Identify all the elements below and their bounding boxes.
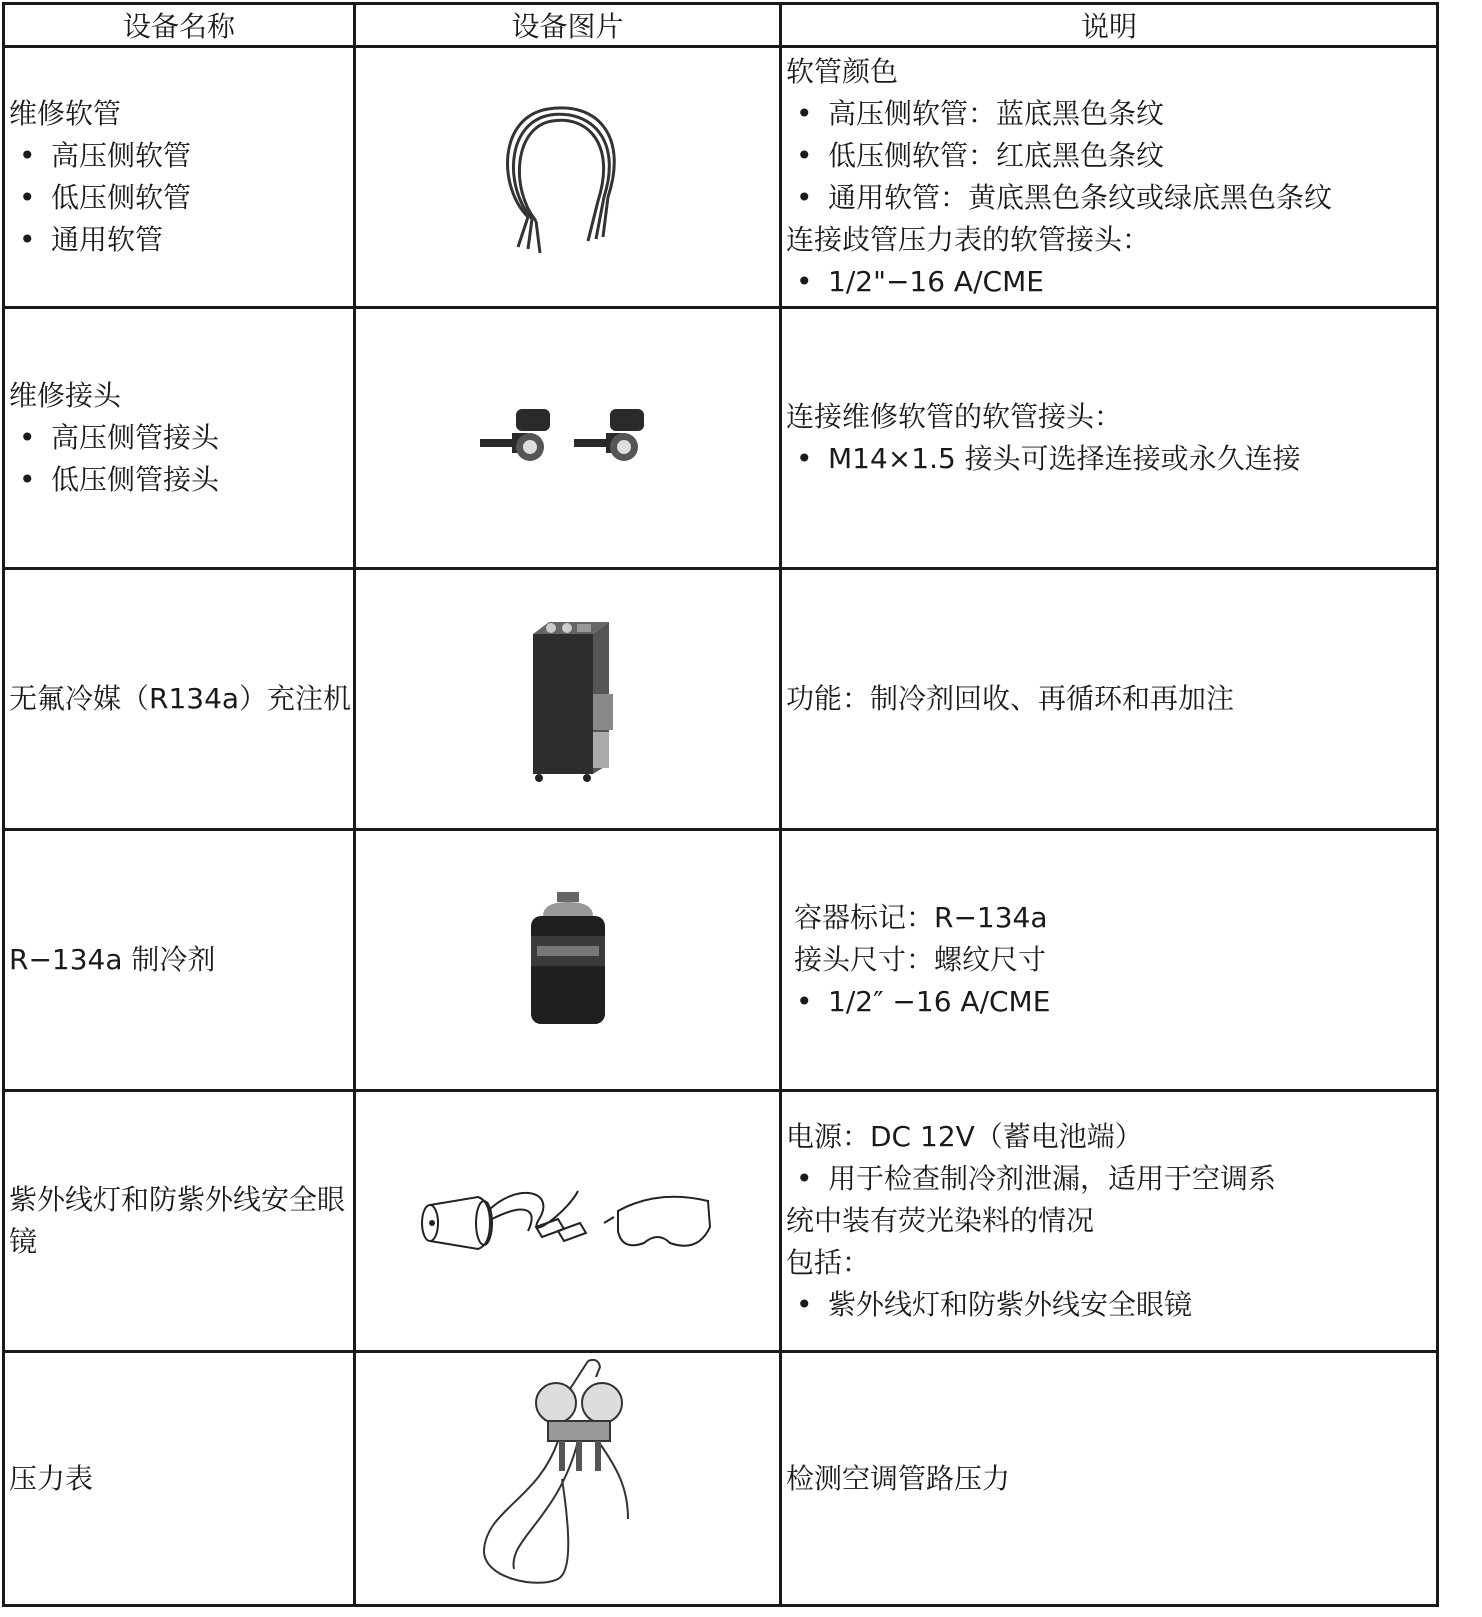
desc-line: 功能：制冷剂回收、再循环和再加注 — [786, 682, 1235, 715]
description-cell — [781, 1091, 1438, 1352]
header-row — [4, 4, 1438, 47]
desc-bullet: • 通用软管：黄底黑色条纹或绿底黑色条纹 — [786, 177, 1436, 219]
equipment-name-cell — [4, 830, 355, 1091]
desc-line: 接头尺寸：螺纹尺寸 — [794, 943, 1047, 976]
equipment-name-cell — [4, 1091, 355, 1352]
equipment-image-cell — [355, 569, 781, 830]
refrigerant-can-icon — [523, 890, 613, 1030]
manifold-gauge-icon — [478, 1359, 658, 1599]
desc-line: 统中装有荧光染料的情况 — [786, 1204, 1095, 1237]
table-row — [4, 47, 1438, 308]
description-cell — [781, 830, 1438, 1091]
desc-bullet: • M14×1.5 接头可选择连接或永久连接 — [786, 438, 1436, 480]
table-row — [4, 1352, 1438, 1606]
name-item: • 低压侧软管 — [9, 177, 353, 219]
description-cell — [781, 47, 1438, 308]
header-image: 设备图片 — [355, 4, 781, 47]
desc-bullet: • 用于检查制冷剂泄漏，适用于空调系 — [786, 1158, 1436, 1200]
equipment-name-cell — [4, 47, 355, 308]
desc-bullet: • 1/2″ −16 A/CME — [794, 981, 1436, 1023]
description-cell — [781, 308, 1438, 569]
table-row — [4, 308, 1438, 569]
equipment-table — [2, 2, 1439, 1607]
table-row — [4, 1091, 1438, 1352]
equipment-name: 维修软管 — [9, 97, 122, 130]
equipment-image-cell — [355, 1091, 781, 1352]
equipment-name: R−134a 制冷剂 — [9, 943, 216, 976]
couplers-icon — [478, 403, 658, 473]
equipment-name: 维修接头 — [9, 379, 122, 412]
desc-line: 连接歧管压力表的软管接头： — [786, 223, 1151, 256]
equipment-name: 紫外线灯和防紫外线安全眼镜 — [9, 1183, 346, 1258]
table-row — [4, 569, 1438, 830]
charging-machine-icon — [513, 614, 623, 784]
desc-line: 连接维修软管的软管接头： — [786, 400, 1123, 433]
equipment-name-cell — [4, 1352, 355, 1606]
equipment-image-cell — [355, 1352, 781, 1606]
desc-line: 软管颜色 — [786, 55, 899, 88]
desc-bullet: • 低压侧软管：红底黑色条纹 — [786, 135, 1436, 177]
table-row — [4, 830, 1438, 1091]
equipment-image-cell — [355, 308, 781, 569]
name-item: • 低压侧管接头 — [9, 459, 353, 501]
equipment-image-cell — [355, 830, 781, 1091]
equipment-name-cell — [4, 569, 355, 830]
desc-line: 容器标记：R−134a — [794, 901, 1048, 934]
desc-line: 电源：DC 12V（蓄电池端） — [786, 1120, 1143, 1153]
equipment-name-cell — [4, 308, 355, 569]
description-cell — [781, 1352, 1438, 1606]
equipment-image-cell — [355, 47, 781, 308]
header-name: 设备名称 — [4, 4, 355, 47]
description-cell — [781, 569, 1438, 830]
uv-lamp-goggles-icon — [418, 1171, 718, 1271]
name-item: • 通用软管 — [9, 219, 353, 261]
header-desc: 说明 — [781, 4, 1438, 47]
desc-bullet: • 高压侧软管：蓝底黑色条纹 — [786, 93, 1436, 135]
desc-line: 包括： — [786, 1246, 871, 1279]
desc-line: 检测空调管路压力 — [786, 1461, 1011, 1495]
equipment-name: 压力表 — [9, 1461, 94, 1495]
desc-bullet: • 紫外线灯和防紫外线安全眼镜 — [786, 1284, 1436, 1326]
hoses-icon — [488, 97, 648, 257]
equipment-name: 无氟冷媒（R134a）充注机 — [9, 682, 352, 715]
name-item: • 高压侧管接头 — [9, 417, 353, 459]
name-item: • 高压侧软管 — [9, 135, 353, 177]
desc-bullet: • 1/2"−16 A/CME — [786, 261, 1436, 303]
